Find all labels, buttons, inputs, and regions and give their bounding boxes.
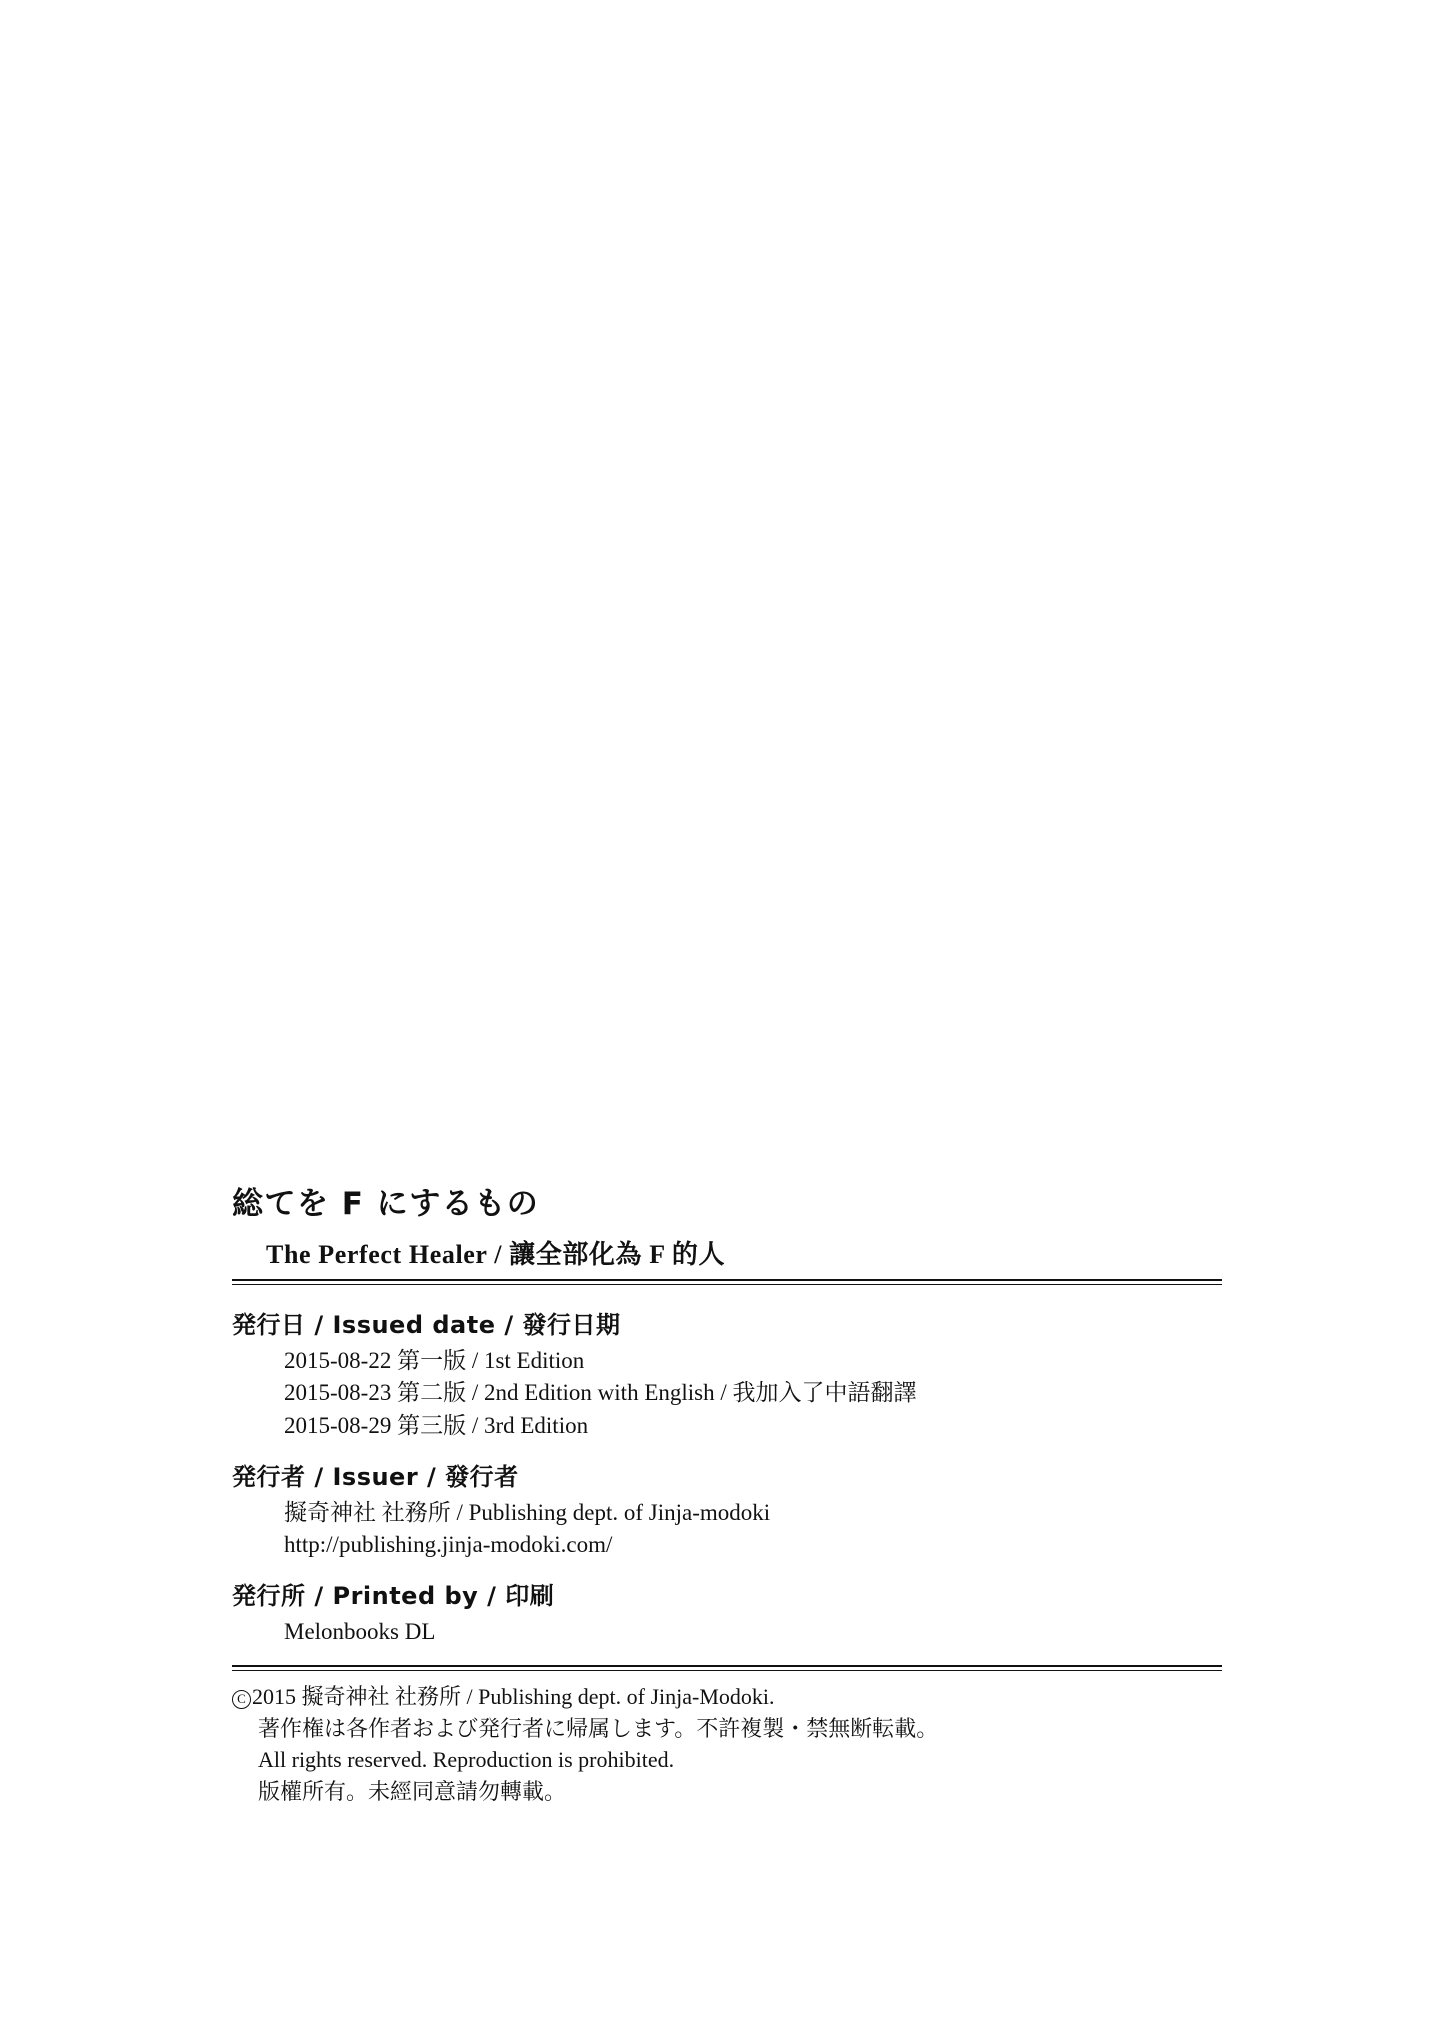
work-title-translations: The Perfect Healer / 讓全部化為 F 的人 <box>266 1239 726 1269</box>
publisher-website-url[interactable]: http://publishing.jinja-modoki.com/ <box>284 1532 613 1558</box>
copyright-icon: C <box>232 1690 251 1709</box>
section-lines-issuer <box>284 1497 1222 1562</box>
list-item: Melonbooks DL <box>284 1619 436 1645</box>
copyright-text: 2015 擬奇神社 社務所 / Publishing dept. of Jinja-Modoki. <box>252 1683 775 1709</box>
divider-bottom <box>232 1665 1222 1671</box>
colophon-sections <box>232 1285 1222 1665</box>
copyright-block <box>232 1681 1222 1809</box>
list-item: 擬奇神社 社務所 / Publishing dept. of Jinja-modoki <box>284 1499 771 1525</box>
list-item: 2015-08-23 第二版 / 2nd Edition with English / 我加入了中語翻譯 <box>284 1380 917 1406</box>
section-heading-printed-by: 発行所 / Printed by / 印刷 <box>232 1582 555 1611</box>
section-issued-date <box>232 1305 1222 1443</box>
section-heading-issued-date: 発行日 / Issued date / 發行日期 <box>232 1310 621 1339</box>
notice-line: 版權所有。未經同意請勿轉載。 <box>258 1779 567 1805</box>
section-lines-printed-by <box>284 1616 1222 1649</box>
list-item: 2015-08-29 第三版 / 3rd Edition <box>284 1413 589 1439</box>
notice-line: 著作権は各作者および発行者に帰属します。不許複製・禁無断転載。 <box>258 1715 939 1741</box>
notice-line: All rights reserved. Reproduction is prohibited. <box>258 1747 675 1773</box>
section-heading-issuer: 発行者 / Issuer / 發行者 <box>232 1462 519 1491</box>
colophon-block <box>232 1185 1222 1808</box>
work-title-japanese: 総てを F にするもの <box>232 1186 540 1222</box>
section-printed-by <box>232 1576 1222 1649</box>
section-lines-issued-date <box>284 1345 1222 1443</box>
section-issuer <box>232 1457 1222 1562</box>
list-item: 2015-08-22 第一版 / 1st Edition <box>284 1347 585 1373</box>
copyright-line <box>232 1681 1222 1713</box>
